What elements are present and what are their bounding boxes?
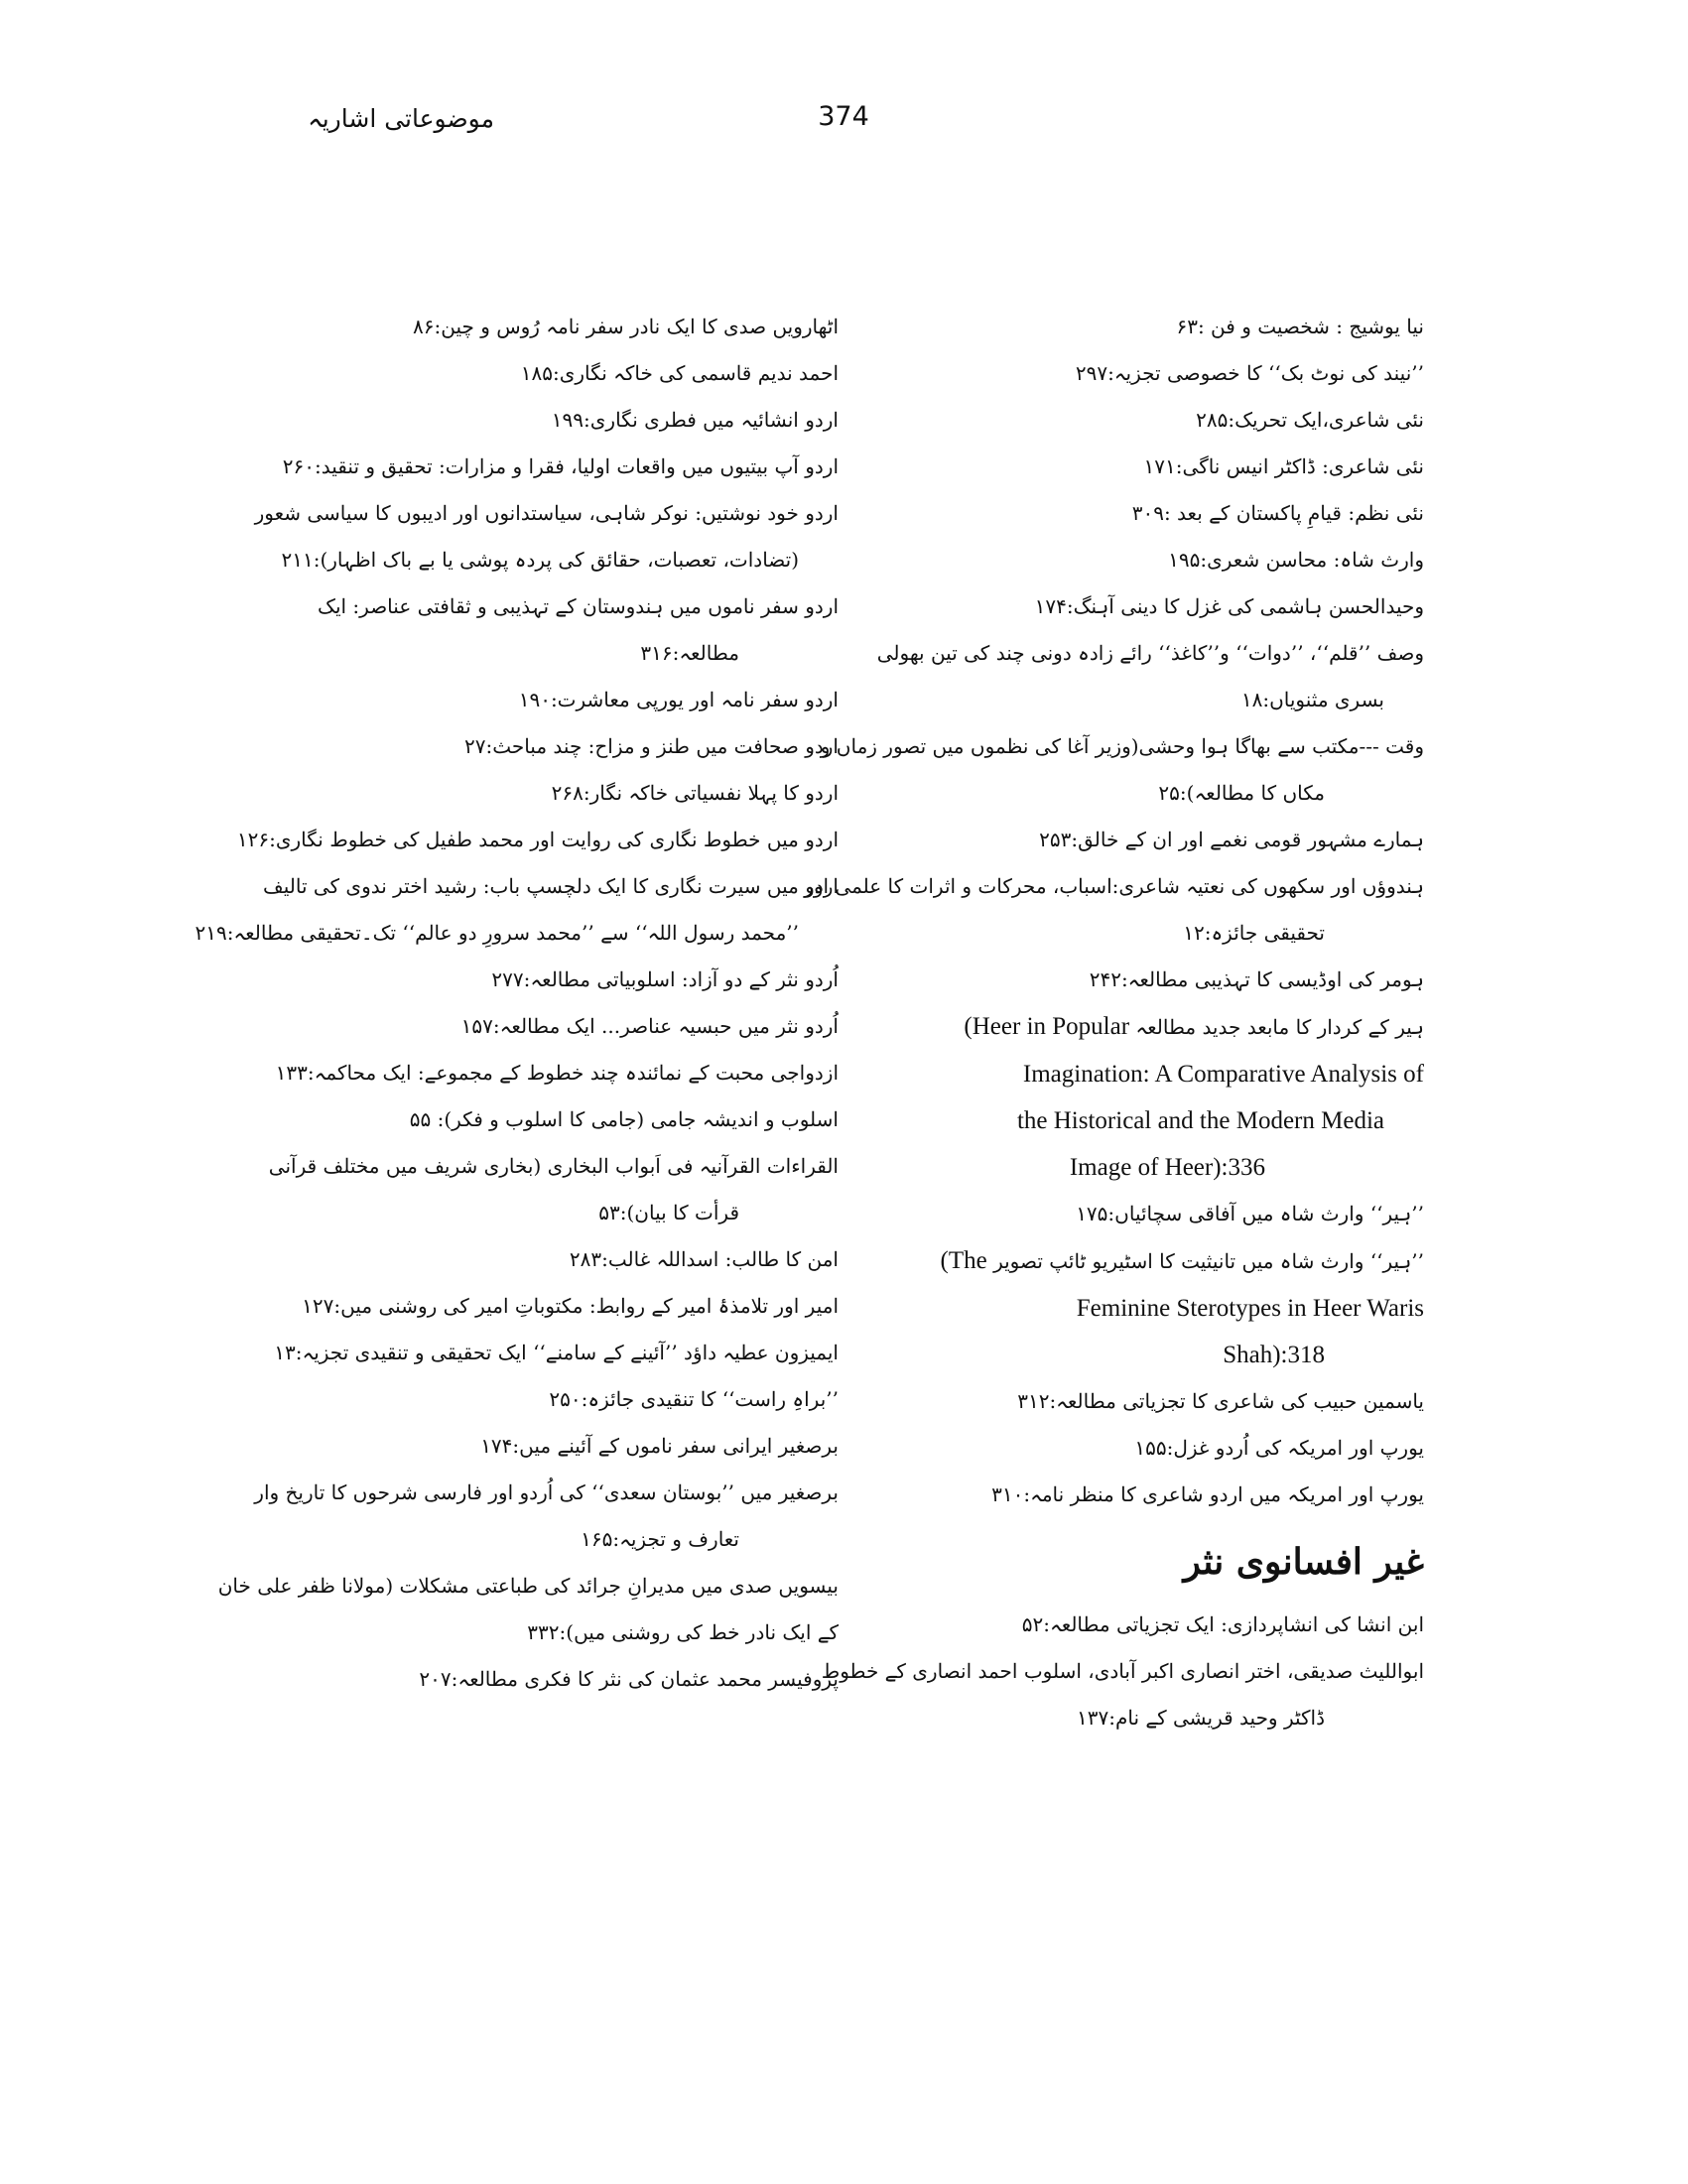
index-entry-continuation: بسری مثنویاں:۱۸	[1240, 688, 1384, 711]
index-entry: وحیدالحسن ہاشمی کی غزل کا دینی آہنگ:۱۷۴	[1034, 594, 1424, 618]
index-entry-continuation: ڈاکٹر وحید قریشی کے نام:۱۳۷	[1077, 1706, 1325, 1730]
index-entry-continuation: تعارف و تجزیہ:۱۶۵	[581, 1527, 739, 1551]
index-entry: وقت ---مکتب سے بھاگا ہوا وحشی(وزیر آغا کی نظموں میں تصور زماں و	[820, 734, 1424, 758]
index-entry: اٹھارویں صدی کا ایک نادر سفر نامہ رُوس و چین:۸۶	[413, 315, 839, 338]
index-entry-continuation: کے ایک نادر خط کی روشنی میں):۳۳۲	[527, 1620, 839, 1644]
index-entry: ابواللیث صدیقی، اختر انصاری اکبر آبادی، اسلوب احمد انصاری کے خطوط	[821, 1659, 1424, 1683]
index-entry: یورپ اور امریکہ کی اُردو غزل:۱۵۵	[1134, 1436, 1424, 1460]
index-entry-continuation: Image of Heer):336	[1069, 1154, 1265, 1181]
index-entry: اردو آپ بیتیوں میں واقعات اولیا، فقرا و مزارات: تحقیق و تنقید:۲۶۰	[282, 454, 839, 478]
index-entry: ’’نیند کی نوٹ بک‘‘ کا خصوصی تجزیہ:۲۹۷	[1075, 361, 1424, 385]
index-entry: نئی نظم: قیامِ پاکستان کے بعد :۳۰۹	[1131, 501, 1424, 525]
index-entry: بیسویں صدی میں مدیرانِ جرائد کی طباعتی مشکلات (مولانا ظفر علی خان	[217, 1574, 839, 1598]
index-entry: اُردو نثر کے دو آزاد: اسلوبیاتی مطالعہ:۲۷۷	[491, 967, 839, 991]
index-entry: ’’ہیر‘‘ وارث شاہ میں آفاقی سچائیاں:۱۷۵	[1076, 1202, 1424, 1225]
index-entry-continuation: Imagination: A Comparative Analysis of	[1022, 1061, 1424, 1088]
index-entry: ایمیزون عطیہ داؤد ’’آئینے کے سامنے‘‘ ایک تحقیقی و تنقیدی تجزیہ:۱۳	[274, 1341, 839, 1364]
index-entry-continuation: قرأت کا بیان):۵۳	[598, 1201, 739, 1224]
index-entry-latin-text: (The	[940, 1247, 987, 1274]
index-entry-continuation: (تضادات، تعصبات، حقائق کی پردہ پوشی یا بے باک اظہار):۲۱۱	[281, 548, 799, 572]
index-entry: ابن انشا کی انشاپردازی: ایک تجزیاتی مطالعہ:۵۲	[1021, 1612, 1424, 1636]
index-entry-continuation: the Historical and the Modern Media	[1016, 1107, 1384, 1134]
index-entry-latin-text: (Heer in Popular	[964, 1013, 1130, 1040]
index-entry-continuation: تحقیقی جائزہ:۱۲	[1183, 921, 1325, 945]
section-heading: غیر افسانوی نثر	[1183, 1541, 1424, 1583]
index-entry-continuation: مکاں کا مطالعہ):۲۵	[1158, 781, 1325, 805]
index-entry: اُردو نثر میں حبسیہ عناصر... ایک مطالعہ:۱۵۷	[460, 1014, 839, 1038]
index-entry: برصغیر میں ’’بوستان سعدی‘‘ کی اُردو اور فارسی شرحوں کا تاریخ وار	[254, 1480, 839, 1504]
index-entry: امیر اور تلامذۂ امیر کے روابط: مکتوباتِ امیر کی روشنی میں:۱۲۷	[302, 1294, 839, 1318]
index-entry-continuation: مطالعہ:۳۱۶	[640, 641, 739, 665]
index-entry: وارث شاہ: محاسن شعری:۱۹۵	[1168, 548, 1424, 572]
index-entry: ’’براہِ راست‘‘ کا تنقیدی جائزہ:۲۵۰	[549, 1387, 839, 1411]
index-entry: اردو کا پہلا نفسیاتی خاکہ نگار:۲۶۸	[551, 781, 839, 805]
index-entry: اردو میں سیرت نگاری کا ایک دلچسپ باب: رشید اختر ندوی کی تالیف	[263, 874, 839, 898]
index-entry: ہومر کی اوڈیسی کا تہذیبی مطالعہ:۲۴۲	[1089, 967, 1424, 991]
page-number: 374	[818, 101, 869, 132]
index-entry: نیا یوشیج : شخصیت و فن :۶۳	[1176, 315, 1424, 338]
running-header-title: موضوعاتی اشاریہ	[308, 104, 494, 133]
index-entry: پروفیسر محمد عثمان کی نثر کا فکری مطالعہ:۲۰۷	[419, 1667, 839, 1691]
index-entry: ازدواجی محبت کے نمائندہ چند خطوط کے مجموعے: ایک محاکمہ:۱۳۳	[275, 1061, 839, 1085]
index-entry: یورپ اور امریکہ میں اردو شاعری کا منظر نامہ:۳۱۰	[991, 1482, 1424, 1506]
index-entry-continuation: Feminine Sterotypes in Heer Waris	[1076, 1295, 1424, 1322]
index-entry: القراءات القرآنیہ فی اَبواب البخاری (بخاری شریف میں مختلف قرآنی	[268, 1154, 839, 1178]
index-entry: اردو سفر ناموں میں ہندوستان کے تہذیبی و ثقافتی عناصر: ایک	[318, 594, 839, 618]
index-entry-continuation: Shah):318	[1223, 1342, 1325, 1368]
index-entry: اردو انشائیہ میں فطری نگاری:۱۹۹	[551, 408, 839, 432]
index-entry	[878, 1003, 1424, 1051]
index-entry: یاسمین حبیب کی شاعری کا تجزیاتی مطالعہ:۳۱۲	[1017, 1389, 1424, 1413]
index-entry-text: ’’ہیر‘‘ وارث شاہ میں تانیثیت کا اسٹیریو ٹائپ تصویر	[993, 1249, 1424, 1273]
index-entry: اردو خود نوشتیں: نوکر شاہی، سیاستدانوں اور ادیبوں کا سیاسی شعور	[254, 501, 839, 525]
index-entry: اردو سفر نامہ اور یورپی معاشرت:۱۹۰	[518, 688, 839, 711]
index-entry: اردو میں خطوط نگاری کی روایت اور محمد طفیل کی خطوط نگاری:۱۲۶	[236, 828, 839, 851]
index-entry: نئی شاعری: ڈاکٹر انیس ناگی:۱۷۱	[1143, 454, 1424, 478]
index-column-left	[195, 304, 839, 1703]
index-entry-continuation: ’’محمد رسول اللہ‘‘ سے ’’محمد سرورِ دو عالم‘‘ تک۔تحقیقی مطالعہ:۲۱۹	[195, 921, 799, 945]
index-entry: ہندوؤں اور سکھوں کی نعتیہ شاعری:اسباب، محرکات و اثرات کا علمی اور	[804, 874, 1424, 898]
index-entry: احمد ندیم قاسمی کی خاکہ نگاری:۱۸۵	[520, 361, 839, 385]
index-entry: اردو صحافت میں طنز و مزاح: چند مباحث:۲۷	[463, 734, 839, 758]
index-entry	[878, 1237, 1424, 1285]
index-entry: امن کا طالب: اسداللہ غالب:۲۸۳	[569, 1247, 839, 1271]
index-entry: برصغیر ایرانی سفر ناموں کے آئینے میں:۱۷۴	[480, 1434, 839, 1458]
index-column-right	[804, 304, 1424, 1741]
index-entry: وصف ’’قلم‘‘، ’’دوات‘‘ و’’کاغذ‘‘ رائے زادہ دونی چند کی تین بھولی	[876, 641, 1424, 665]
index-entry: ہمارے مشہور قومی نغمے اور ان کے خالق:۲۵۳	[1039, 828, 1424, 851]
index-entry-text: ہیر کے کردار کا مابعد جدید مطالعہ	[1135, 1015, 1424, 1039]
index-entry: نئی شاعری،ایک تحریک:۲۸۵	[1196, 408, 1424, 432]
index-entry: اسلوب و اندیشہ جامی (جامی کا اسلوب و فکر): ۵۵	[409, 1107, 839, 1131]
